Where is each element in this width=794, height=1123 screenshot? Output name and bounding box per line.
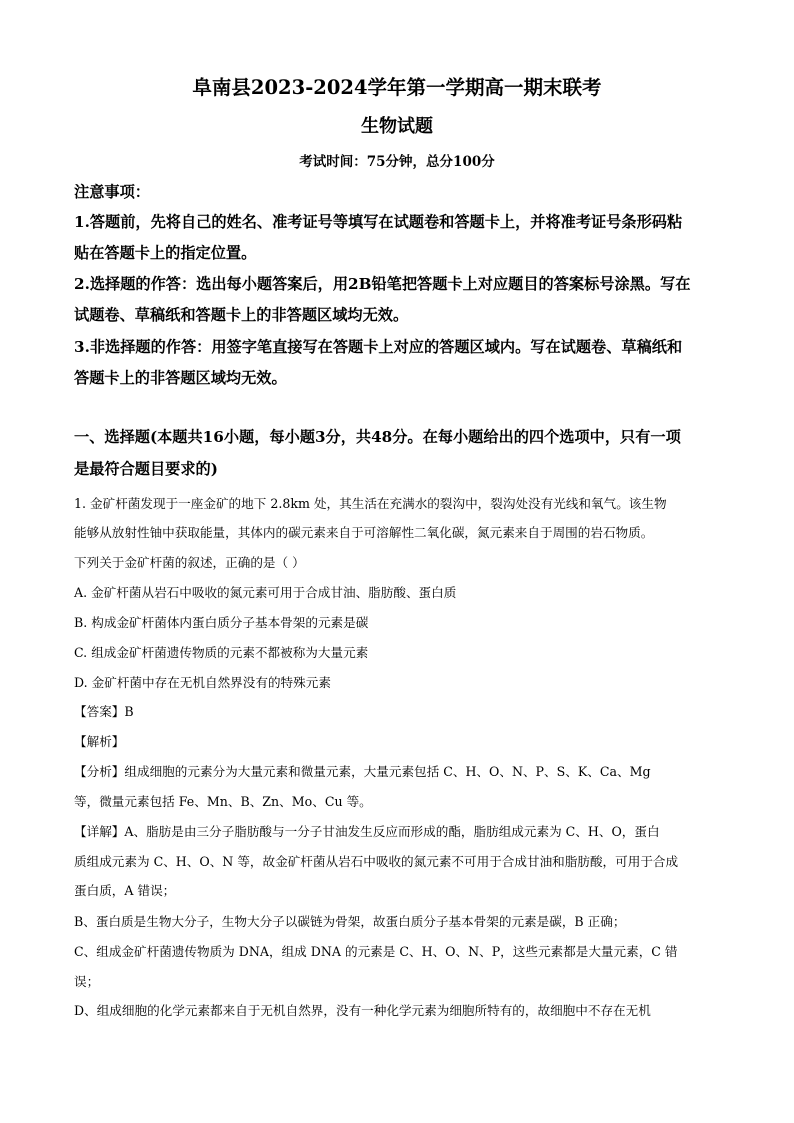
exam-title: 阜南县2023-2024学年第一学期高一期末联考 bbox=[192, 76, 602, 99]
analysis-line: 蛋白质，A 错误； bbox=[74, 883, 176, 898]
analysis-line: D、组成细胞的化学元素都来自于无机自然界，没有一种化学元素为细胞所特有的，故细胞中不存在无机 bbox=[74, 1003, 651, 1018]
analysis-line: C、组成金矿杆菌遗传物质为 DNA，组成 DNA 的元素是 C、H、O、N、P，这些元素都是大量元素，C 错 bbox=[74, 944, 678, 959]
notice-line: 2.选择题的作答：选出每小题答案后，用2B铅笔把答题卡上对应题目的答案标号涂黑。写在 bbox=[74, 275, 691, 293]
exam-info: 考试时间：75分钟，总分100分 bbox=[299, 154, 495, 170]
notice-heading: 注意事项： bbox=[74, 183, 150, 201]
notice-line: 试题卷、草稿纸和答题卡上的非答题区域均无效。 bbox=[74, 306, 409, 324]
option-b: B. 构成金矿杆菌体内蛋白质分子基本骨架的元素是碳 bbox=[74, 615, 369, 630]
option-a: A. 金矿杆菌从岩石中吸收的氮元素可用于合成甘油、脂肪酸、蛋白质 bbox=[74, 585, 457, 600]
analysis-line: B、蛋白质是生物大分子，生物大分子以碳链为骨架，故蛋白质分子基本骨架的元素是碳，B 正确； bbox=[74, 914, 626, 929]
analysis-line: 误； bbox=[74, 974, 100, 989]
answer: 【答案】B bbox=[74, 704, 134, 719]
analysis-line: 等，微量元素包括 Fe、Mn、B、Zn、Mo、Cu 等。 bbox=[74, 794, 372, 809]
section-heading: 一、选择题(本题共16小题，每小题3分，共48分。在每小题给出的四个选项中，只有一项 bbox=[74, 428, 681, 446]
analysis-line: 【详解】A、脂肪是由三分子脂肪酸与一分子甘油发生反应而形成的酯，脂肪组成元素为 C、H、O，蛋白 bbox=[74, 824, 660, 839]
notice-line: 贴在答题卡上的指定位置。 bbox=[74, 244, 257, 262]
notice-line: 1.答题前，先将自己的姓名、准考证号等填写在试题卷和答题卡上，并将准考证号条形码粘 bbox=[74, 213, 683, 231]
notice-line: 答题卡上的非答题区域均无效。 bbox=[74, 369, 287, 387]
question-stem: 能够从放射性铀中获取能量，其体内的碳元素来自于可溶解性二氧化碳，氮元素来自于周围的岩石物质。 bbox=[74, 525, 654, 540]
subject-title: 生物试题 bbox=[361, 116, 433, 137]
notice-line: 3.非选择题的作答：用签字笔直接写在答题卡上对应的答题区域内。写在试题卷、草稿纸和 bbox=[74, 338, 683, 356]
option-c: C. 组成金矿杆菌遗传物质的元素不都被称为大量元素 bbox=[74, 645, 369, 660]
section-heading: 是最符合题目要求的) bbox=[74, 460, 218, 478]
question-stem: 1. 金矿杆菌发现于一座金矿的地下 2.8km 处，其生活在充满水的裂沟中，裂沟处没有光线和氧气。该生物 bbox=[74, 496, 667, 511]
analysis-heading: 【解析】 bbox=[74, 734, 125, 749]
analysis-line: 【分析】组成细胞的元素分为大量元素和微量元素，大量元素包括 C、H、O、N、P、S、K、Ca、Mg bbox=[74, 764, 651, 779]
question-stem: 下列关于金矿杆菌的叙述，正确的是（ ） bbox=[74, 555, 305, 570]
option-d: D. 金矿杆菌中存在无机自然界没有的特殊元素 bbox=[74, 675, 331, 690]
analysis-line: 质组成元素为 C、H、O、N 等，故金矿杆菌从岩石中吸收的氮元素不可用于合成甘油和脂肪酸，可用于合成 bbox=[74, 854, 679, 869]
